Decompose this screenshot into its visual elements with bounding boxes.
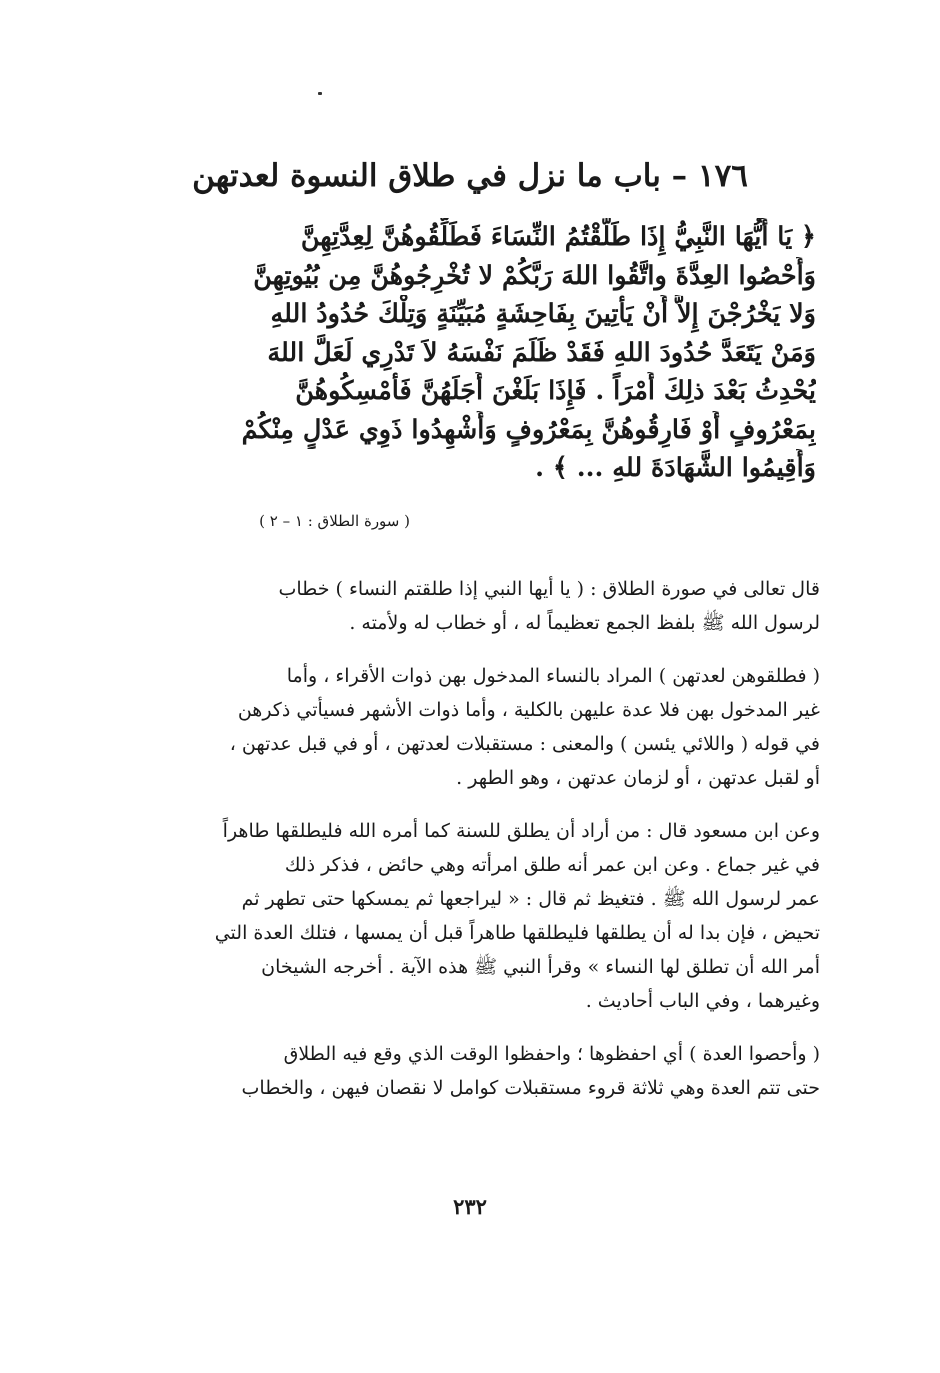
verse-line: يُحْدِثُ بَعْدَ ذلِكَ أَمْرَاً . فَإِذَا بَلَغْنَ أَجَلَهُنَّ فَأَمْسِكُوهُنَّ <box>295 376 816 406</box>
paragraph-1 <box>140 572 820 640</box>
page-number: ٢٣٢ <box>453 1194 487 1219</box>
text-line: تحيض ، فإن بدا له أن يطلقها فليطلقها طاهراً قبل أن يمسها ، فتلك العدة التي <box>214 922 820 944</box>
text-line: وعن ابن مسعود قال : من أراد أن يطلق للسنة كما أمره الله فليطلقها طاهراً <box>222 820 820 842</box>
verse-reference: ( سورة الطلاق : ١ – ٢ ) <box>259 512 410 530</box>
ink-speck <box>318 92 322 95</box>
text-line: في غير جماع . وعن ابن عمر أنه طلق امرأته وهي حائض ، فذكر ذلك <box>284 854 820 876</box>
verse-line: ﴿ يَا أَيُّهَا النَّبِيُّ إِذَا طَلَّقْتُمُ النِّسَاءَ فَطَلِّقُوهُنَّ لِعِدَّتِهِنَّ <box>300 222 816 252</box>
verse-line: وَأَقِيمُوا الشَّهَادَةَ للهِ ... ﴾ . <box>535 453 816 483</box>
paragraph-4 <box>140 1037 820 1105</box>
text-line: وغيرهما ، وفي الباب أحاديث . <box>585 990 820 1012</box>
paragraph-3 <box>140 814 820 1018</box>
text-line: في قوله ( واللائي يئسن ) والمعنى : مستقبلات لعدتهن ، أو في قبل عدتهن ، <box>229 733 820 755</box>
text-line: أو لقبل عدتهن ، أو لزمان عدتهن ، وهو الطهر . <box>456 767 820 789</box>
text-line: ( وأحصوا العدة ) أي احفظوها ؛ واحفظوا الوقت الذي وقع فيه الطلاق <box>283 1043 820 1065</box>
text-line: ( فطلقوهن لعدتهن ) المراد بالنساء المدخول بهن ذوات الأقراء ، وأما <box>286 665 820 687</box>
text-line: أمر الله أن تطلق لها النساء » وقرأ النبي ﷺ هذه الآية . أخرجه الشيخان <box>261 956 820 978</box>
quran-verse <box>130 218 816 488</box>
verse-line: وَلا يَخْرُجْنَ إِلاَّ أَنْ يَأْتِينَ بِفَاحِشَةٍ مُبَيِّنَةٍ وَتِلْكَ حُدُودُ اللهِ <box>270 299 816 329</box>
verse-line: وَأَحْصُوا العِدَّةَ واتَّقُوا اللهَ رَبَّكُمْ لا تُخْرِجُوهُنَّ مِن بُيُوتِهِنَّ <box>253 260 816 291</box>
verse-line: وَمَنْ يَتَعَدَّ حُدُودَ اللهِ فَقَدْ ظَلَمَ نَفْسَهُ لاَ تَدْرِي لَعَلَّ اللهَ <box>267 337 816 368</box>
text-line: قال تعالى في صورة الطلاق : ( يا أيها النبي إذا طلقتم النساء ) خطاب <box>278 578 820 600</box>
commentary <box>140 572 820 1124</box>
text-line: عمر لرسول الله ﷺ . فتغيظ ثم قال : « ليراجعها ثم يمسكها حتى تطهر ثم <box>241 888 820 910</box>
paragraph-2 <box>140 659 820 795</box>
verse-line: بِمَعْرُوفٍ أَوْ فَارِقُوهُنَّ بِمَعْرُوفٍ وَأَشْهِدُوا ذَوِي عَدْلٍ مِنْكُمْ <box>241 414 816 445</box>
text-line: حتى تتم العدة وهي ثلاثة قروء مستقبلات كوامل لا نقصان فيهن ، والخطاب <box>241 1077 820 1099</box>
text-line: لرسول الله ﷺ بلفظ الجمع تعظيماً له ، أو خطاب له ولأمته . <box>349 612 820 634</box>
text-line: غير المدخول بهن فلا عدة عليهن بالكلية ، وأما ذوات الأشهر فسيأتي ذكرهن <box>237 699 820 721</box>
chapter-heading: ١٧٦ – باب ما نزل في طلاق النسوة لعدتهن <box>192 158 748 194</box>
